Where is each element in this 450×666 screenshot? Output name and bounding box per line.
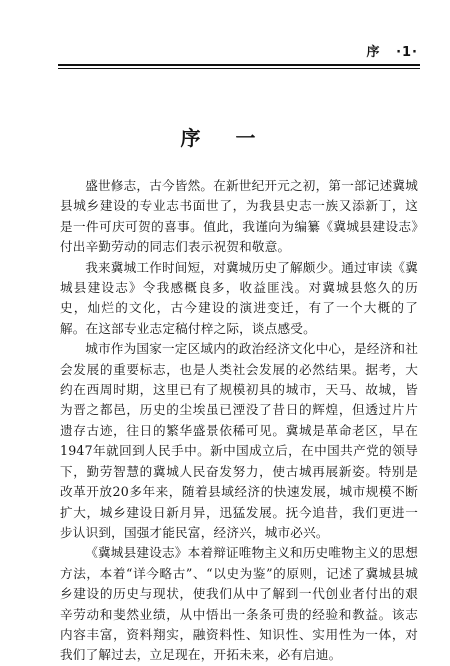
- paragraph-2: 我来冀城工作时间短，对冀城历史了解颇少。通过审读《冀城县建设志》令我感概良多，收益匪浅。对冀城县悠久的历史，灿烂的文化，古今建设的演进变迁，有了一个大概的了解。在这部专业志定稿付梓之际，谈点感受。: [60, 259, 418, 336]
- paragraph-3: 城市作为国家一定区域内的政治经济文化中心，是经济和社会发展的重要标志，也是人类社会发展的必然结果。据考，大约在西周时期，这里已有了规模初具的城市，天马、故城，皆为晋之都邑，历史的尘埃虽已湮没了昔日的辉煌，但透过片片遗存古迹，往日的繁华盛景依稀可见。冀城是革命老区，早在1947年就回到人民手中。新中国成立后，在中国共产党的领导下，勤劳智慧的冀城人民奋发努力，使古城再展新姿。特别是改革开放20多年来，随着县域经济的快速发展，城市规模不断扩大，城乡建设日新月异，迅猛发展。抚今追昔，我们更进一步认识到，国强才能民富，经济兴，城市必兴。: [60, 341, 418, 540]
- paragraph-4: 《冀城县建设志》本着辩证唯物主义和历史唯物主义的思想方法，本着“详今略古”、“以史为鉴”的原则，记述了冀城县城乡建设的历史与现状，使我们从中了解到一代创业者付出的艰辛劳动和斐然业绩，从中悟出一条条可贵的经验和教益。该志内容丰富，资料翔实，融资料性、知识性、实用性为一体，对我们了解过去，立足现在，开拓未来，必有启迪。: [60, 545, 418, 663]
- section-name: 序: [366, 45, 381, 60]
- running-head: [0, 41, 418, 60]
- page-number: ·1·: [396, 45, 418, 60]
- page-title: 序 一: [180, 126, 270, 150]
- paragraph-1: 盛世修志，古今皆然。在新世纪开元之初，第一部记述冀城县城乡建设的专业志书面世了，为我县史志一族又添新丁，这是一件可庆可贺的喜事。值此，我谨向为编纂《冀城县建设志》付出辛勤劳动的同志们表示祝贺和敬意。: [60, 178, 418, 255]
- header-rule-thick: [58, 64, 420, 66]
- header-rule-thin: [58, 68, 420, 69]
- body-text: [60, 176, 418, 666]
